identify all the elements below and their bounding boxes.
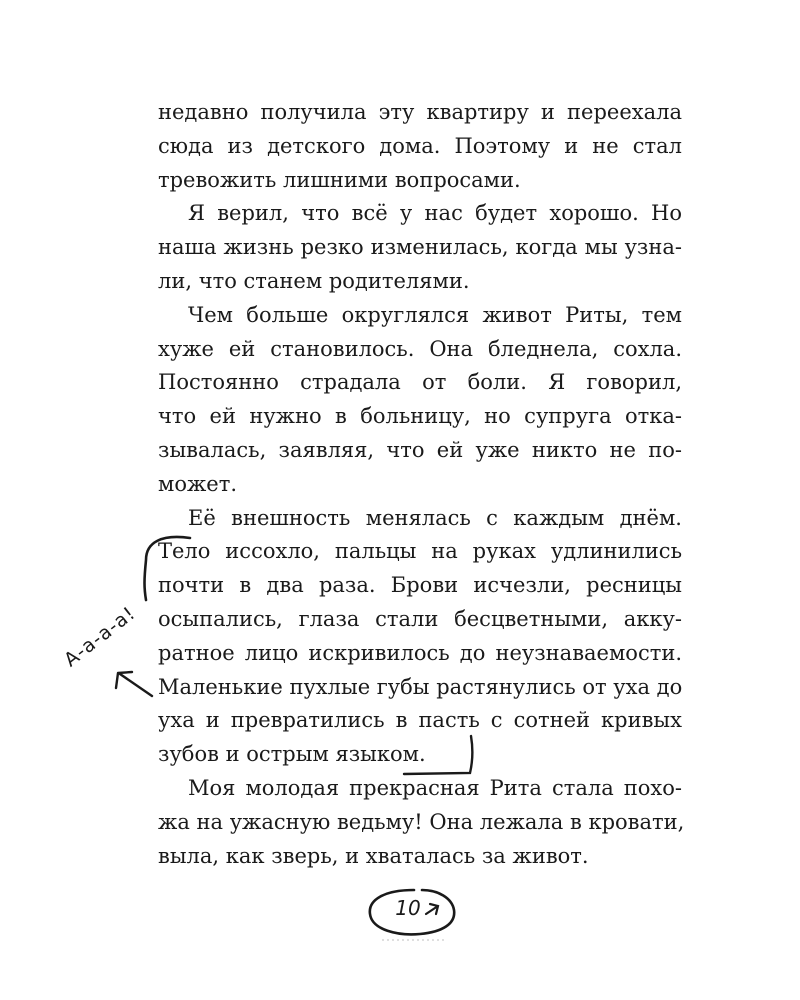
text-line: Тело иссохло, пальцы на руках удлинились <box>158 539 682 564</box>
text-line: ратное лицо искривилось до неузнаваемости. <box>158 640 682 665</box>
text-line: может. <box>158 471 238 496</box>
text-line: Маленькие пухлые губы растянулись от уха до <box>158 674 683 699</box>
text-line: Её внешность менялась с каждым днём. <box>188 505 682 530</box>
text-line: тревожить лишними вопросами. <box>158 167 521 192</box>
text-line: Постоянно страдала от боли. Я говорил, <box>158 370 682 395</box>
text-line: осыпались, глаза стали бесцветными, акку- <box>158 606 682 631</box>
text-line: почти в два раза. Брови исчезли, ресницы <box>158 573 682 598</box>
text-line: жа на ужасную ведьму! Она лежала в кровати, <box>158 809 685 834</box>
text-line: Чем больше округлялся живот Риты, тем <box>188 302 682 327</box>
text-line: недавно получила эту квартиру и переехала <box>158 100 682 124</box>
text-line: зубов и острым языком. <box>158 742 426 767</box>
text-line: Я верил, что всё у нас будет хорошо. Но <box>188 201 682 226</box>
text-line: Моя молодая прекрасная Рита стала похо- <box>188 775 682 800</box>
text-line: хуже ей становилось. Она бледнела, сохла. <box>158 336 682 361</box>
text-line: наша жизнь резко изменилась, когда мы узна- <box>158 235 682 260</box>
text-line: зывалась, заявляя, что ей уже никто не по- <box>158 437 682 462</box>
arrow-icon <box>108 666 158 706</box>
text-line: ли, что станем родителями. <box>158 268 470 293</box>
text-line: сюда из детского дома. Поэтому и не стал <box>158 133 682 158</box>
text-line: что ей нужно в больницу, но супруга отка- <box>158 404 682 429</box>
text-line: выла, как зверь, и хваталась за живот. <box>158 843 589 868</box>
margin-annotation: А-а-а-а! <box>60 602 140 672</box>
bracket-annotation <box>130 520 490 780</box>
text-line: уха и превратились в пасть с сотней кривых <box>158 708 682 733</box>
page-number: 10 <box>395 896 421 920</box>
